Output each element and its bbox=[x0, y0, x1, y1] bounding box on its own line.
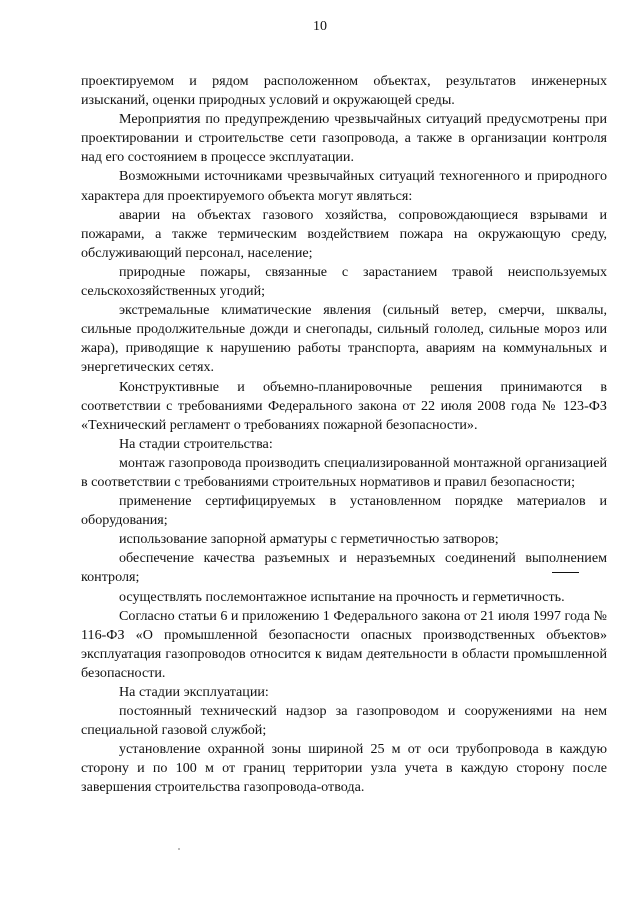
handwritten-dash-mark bbox=[552, 572, 579, 573]
paragraph: проектируемом и рядом расположенном объектах, результатов инженерных изысканий, оценки природных условий и окружающей среды. bbox=[81, 73, 607, 109]
paragraph: На стадии строительства: bbox=[119, 435, 273, 452]
paragraph: обеспечение качества разъемных и неразъемных соединений выполнением контроля; bbox=[81, 550, 607, 586]
paragraph: Мероприятия по предупреждению чрезвычайных ситуаций предусмотрены при проектировании и строительстве сети газопровода, а также в организации контроля над его состоянием в процессе эксплуатации. bbox=[81, 111, 607, 166]
paragraph: экстремальные климатические явления (сильный ветер, смерчи, шквалы, сильные продолжительные дожди и снегопады, сильный гололед, сильные мороз или жара), приводящие к нарушению работы транспорта, авариям на коммунальных и энергетических сетях. bbox=[81, 302, 607, 376]
paragraph: природные пожары, связанные с зарастанием травой неиспользуемых сельскохозяйственных угодий; bbox=[81, 263, 607, 300]
paragraph: применение сертифицируемых в установленном порядке материалов и оборудования; bbox=[81, 493, 607, 529]
paragraph: На стадии эксплуатации: bbox=[119, 684, 269, 700]
paragraph: Согласно статьи 6 и приложению 1 Федерального закона от 21 июля 1997 года № 116-ФЗ «О промышленной безопасности опасных производственных объектов» эксплуатация газопроводов относится к видам деятельности в области промышленной безопасности. bbox=[81, 607, 607, 681]
scan-speck bbox=[178, 848, 180, 850]
paragraph: Возможными источниками чрезвычайных ситуаций техногенного и природного характера для проектируемого объекта могут являться: bbox=[81, 168, 607, 204]
paragraph: постоянный технический надзор за газопроводом и сооружениями на нем специальной газовой службой; bbox=[81, 703, 607, 739]
paragraph: осуществлять послемонтажное испытание на прочность и герметичность. bbox=[119, 588, 565, 605]
document-body bbox=[81, 72, 607, 798]
paragraph: Конструктивные и объемно-планировочные решения принимаются в соответствии с требованиями Федерального закона от 22 июля 2008 года № 123-ФЗ «Технический регламент о требованиях пожарной безопасности». bbox=[81, 378, 607, 433]
page-number: 10 bbox=[313, 19, 327, 34]
paragraph: аварии на объектах газового хозяйства, сопровождающиеся взрывами и пожарами, а также термическим воздействием пожара на окружающую среду, обслуживающий персонал, население; bbox=[81, 206, 607, 261]
paragraph: установление охранной зоны шириной 25 м от оси трубопровода в каждую сторону и по 100 м от границ территории узла учета в каждую сторону после завершения строительства газопровода-отвода. bbox=[81, 741, 607, 796]
paragraph: использование запорной арматуры с герметичностью затворов; bbox=[119, 531, 499, 548]
paragraph: монтаж газопровода производить специализированной монтажной организацией в соответствии с требованиями строительных нормативов и правил безопасности; bbox=[81, 454, 607, 490]
